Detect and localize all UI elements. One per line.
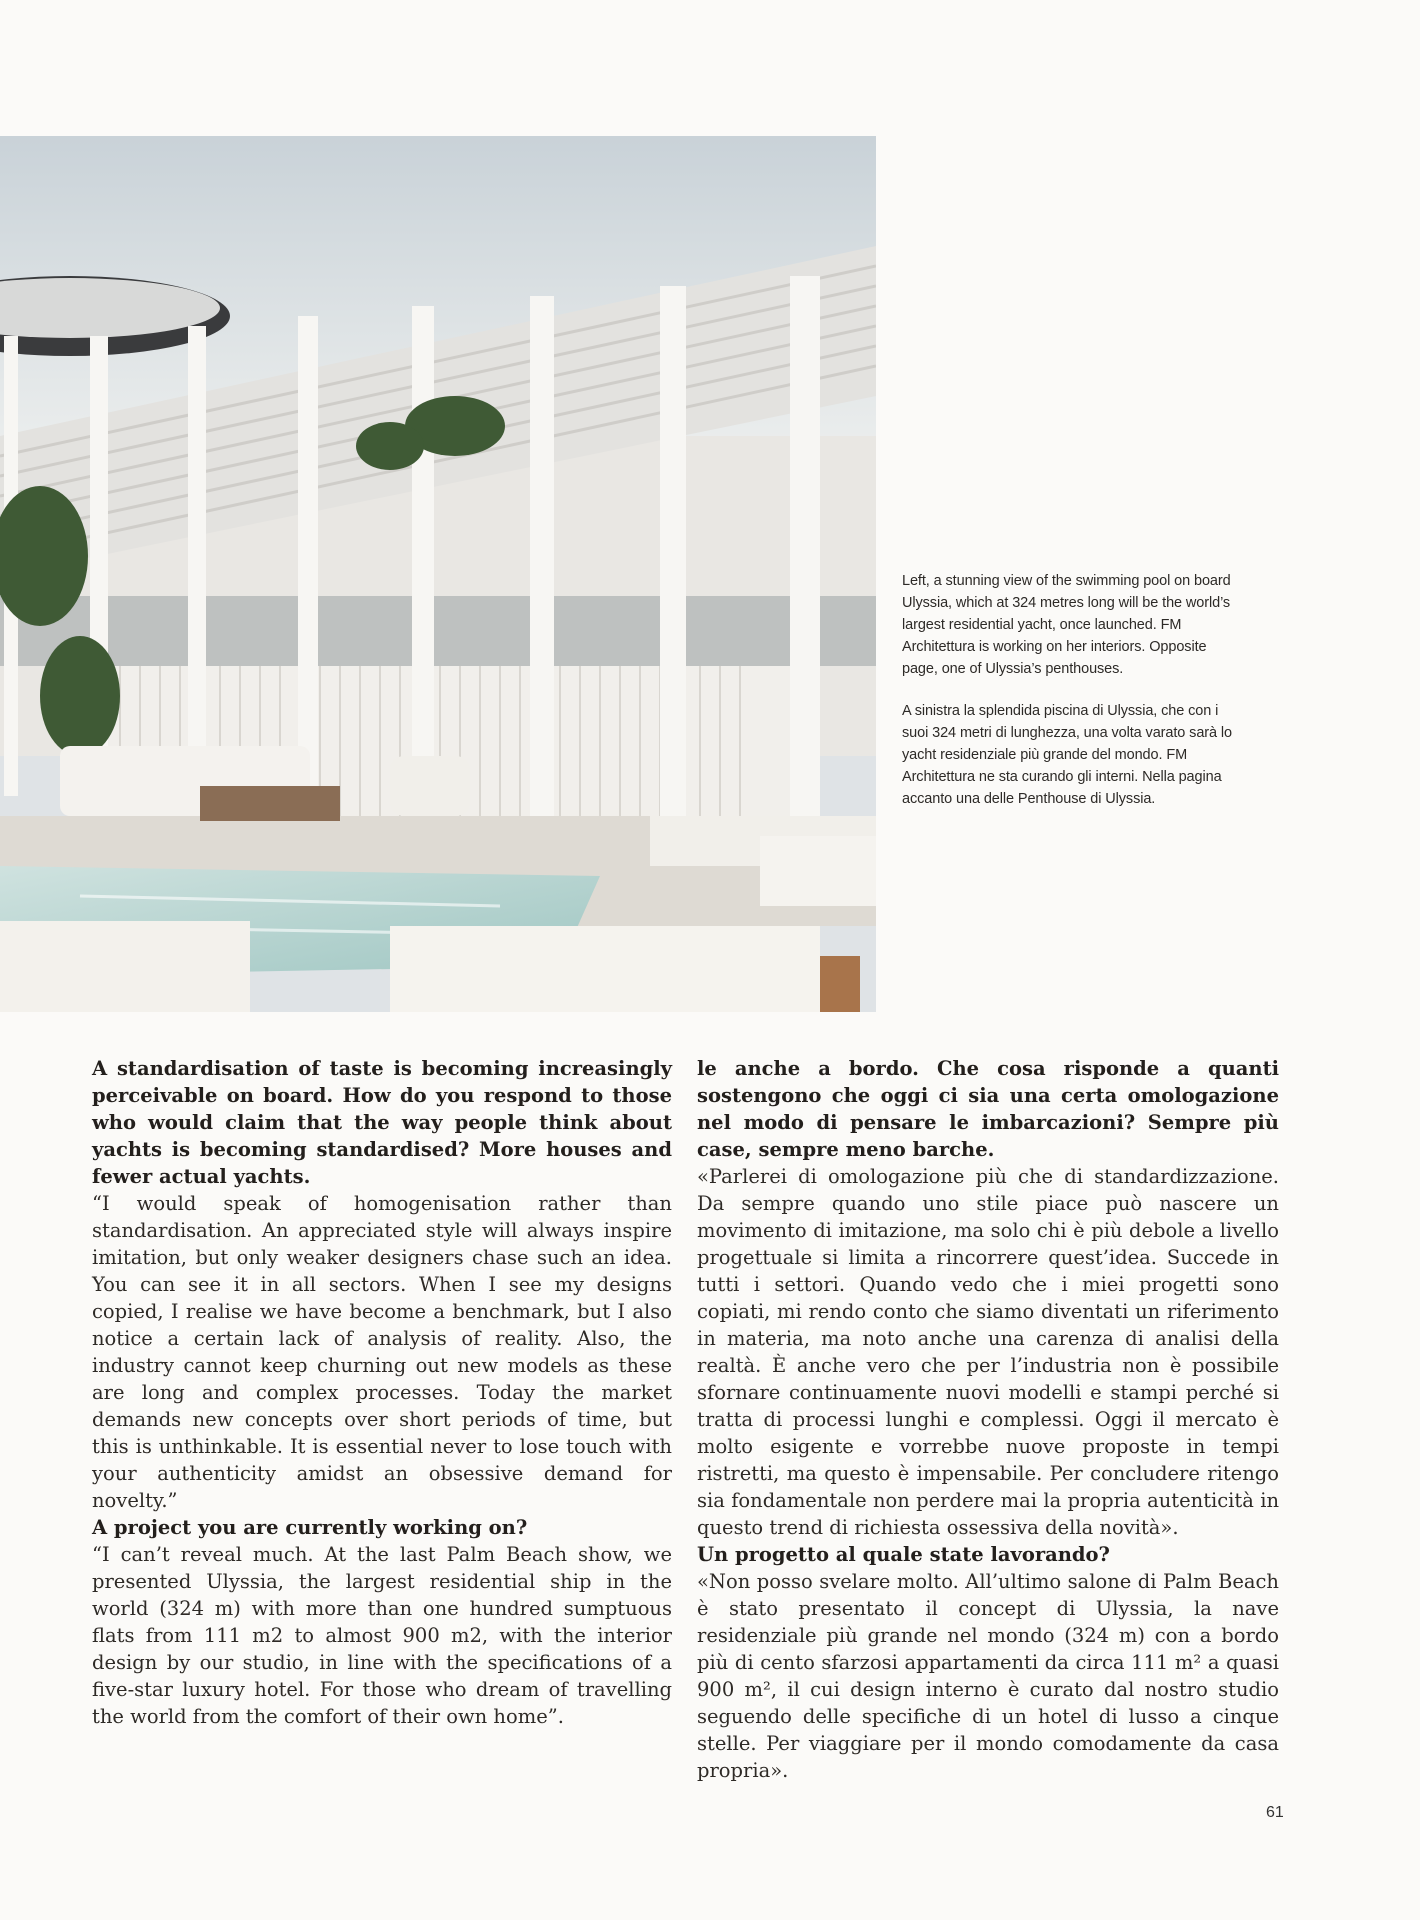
risposta-progetto: «Non posso svelare molto. All’ultimo salone di Palm Beach è stato presentato il concept di Ulyssia, la nave residenziale più grande nel mondo (324 m) con a bordo più di cento sfarzosi appartamenti da circa 111 m² a quasi 900 m², il cui design interno è curato dal nostro studio seguendo delle specifiche di un hotel di lusso a cinque stelle. Per viaggiare per il mondo comodamente da casa propria». bbox=[697, 1570, 1279, 1782]
yacht-pool-photo bbox=[0, 136, 876, 1012]
pool-deck-illustration bbox=[0, 136, 876, 1012]
caption-english: Left, a stunning view of the swimming pool on board Ulyssia, which at 324 metres long will be the world’s largest residential yacht, once launched. FM Architettura is working on her interiors. Opposite page, one of Ulyssia’s penthouses. bbox=[902, 573, 1231, 677]
page-number: 61 bbox=[1266, 1804, 1284, 1821]
risposta-omologazione: «Parlerei di omologazione più che di standardizzazione. Da sempre quando uno stile piace può nascere un movimento di imitazione, ma solo chi è più debole a livello progettuale si limita a rincorrere quest’idea. Succede in tutti i settori. Quando vedo che i miei progetti sono copiati, mi rendo conto che siamo diventati un riferimento in materia, ma noto anche una carenza di analisi della realtà. È anche vero che per l’industria non è possibile sfornare continuamente nuovi modelli e stampi perché si tratta di processi lunghi e complessi. Oggi il mercato è molto esigente e vorrebbe nuove proposte in tempi ristretti, ma questo è impensabile. Per concludere ritengo sia fondamentale non perdere mai la propria autenticità in questo trend di richiesta ossessiva della novità». bbox=[697, 1165, 1279, 1539]
article-column-italian bbox=[697, 1055, 1279, 1784]
domanda-omologazione: le anche a bordo. Che cosa risponde a quanti sostengono che oggi ci sia una certa omologazione nel modo di pensare le imbarcazioni? Sempre più case, sempre meno barche. bbox=[697, 1057, 1279, 1161]
domanda-progetto: Un progetto al quale state lavorando? bbox=[697, 1543, 1110, 1566]
caption-italian: A sinistra la splendida piscina di Ulyssia, che con i suoi 324 metri di lunghezza, una volta varato sarà lo yacht residenziale più grande del mondo. FM Architettura ne sta curando gli interni. Nella pagina accanto una delle Penthouse di Ulyssia. bbox=[902, 703, 1233, 807]
question-current-project: A project you are currently working on? bbox=[92, 1516, 528, 1539]
answer-current-project: “I can’t reveal much. At the last Palm Beach show, we presented Ulyssia, the largest residential ship in the world (324 m) with more than one hundred sumptuous flats from 111 m2 to almost 900 m2, with the interior design by our studio, in line with the specifications of a five-star luxury hotel. For those who dream of travelling the world from the comfort of their own home”. bbox=[92, 1543, 672, 1728]
question-standardisation: A standardisation of taste is becoming increasingly perceivable on board. How do you respond to those who would claim that the way people think about yachts is becoming standardised? More houses and fewer actual yachts. bbox=[92, 1057, 672, 1188]
answer-standardisation: “I would speak of homogenisation rather than standardisation. An appreciated style will always inspire imitation, but only weaker designers chase such an idea. You can see it in all sectors. When I see my designs copied, I realise we have become a benchmark, but I also notice a certain lack of analysis of reality. Also, the industry cannot keep churning out new models as these are long and complex processes. Today the market demands new concepts over short periods of time, but this is unthinkable. It is essential never to lose touch with your authenticity amidst an obsessive demand for novelty.” bbox=[92, 1192, 672, 1512]
article-column-english bbox=[92, 1055, 672, 1730]
